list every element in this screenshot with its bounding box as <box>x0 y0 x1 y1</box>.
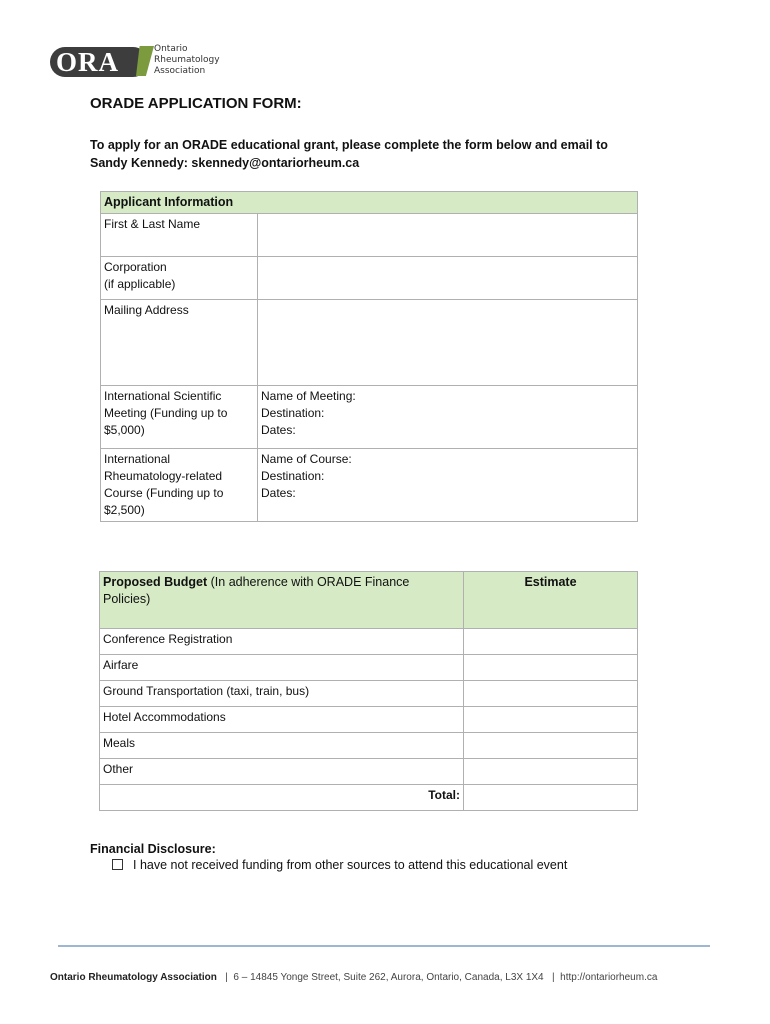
corporation-field[interactable] <box>258 257 638 300</box>
checkbox-icon[interactable] <box>112 859 123 870</box>
meeting-label-line: Meeting (Funding up to <box>104 406 228 420</box>
applicant-header: Applicant Information <box>101 192 638 214</box>
total-field[interactable] <box>464 785 638 811</box>
name-field[interactable] <box>258 214 638 257</box>
meeting-label <box>101 386 258 449</box>
course-name-field[interactable]: Name of Course: <box>261 452 352 466</box>
estimate-header: Estimate <box>464 572 638 629</box>
meeting-fields[interactable] <box>258 386 638 449</box>
intro-text <box>90 136 690 172</box>
footer-separator: | <box>551 972 555 983</box>
footer-divider <box>58 945 710 947</box>
form-title: ORADE APPLICATION FORM: <box>90 95 302 112</box>
budget-row-estimate[interactable] <box>464 655 638 681</box>
disclosure-title: Financial Disclosure: <box>90 842 216 856</box>
budget-header-bold: Proposed Budget <box>103 575 208 589</box>
intro-line-2: Sandy Kennedy: skennedy@ontariorheum.ca <box>90 156 360 170</box>
footer-separator: | <box>225 972 228 983</box>
corporation-label <box>101 257 258 300</box>
applicant-table <box>100 191 638 522</box>
course-label <box>101 449 258 522</box>
logo-line-1: Ontario <box>154 44 188 54</box>
budget-row-estimate[interactable] <box>464 681 638 707</box>
total-label: Total: <box>100 785 464 811</box>
course-label-line: Rheumatology-related <box>104 469 223 483</box>
budget-row-estimate[interactable] <box>464 759 638 785</box>
meeting-destination-field[interactable]: Destination: <box>261 406 325 420</box>
budget-row-estimate[interactable] <box>464 707 638 733</box>
budget-row-label: Conference Registration <box>100 629 464 655</box>
corporation-label-line-2: (if applicable) <box>104 277 176 291</box>
course-fields[interactable] <box>258 449 638 522</box>
logo-line-2: Rheumatology <box>154 55 220 65</box>
budget-table <box>99 571 638 811</box>
footer-url[interactable]: http://ontariorheum.ca <box>560 972 658 983</box>
intro-line-1: To apply for an ORADE educational grant, please complete the form below and email to <box>90 138 608 152</box>
course-dates-field[interactable]: Dates: <box>261 486 296 500</box>
financial-disclosure <box>90 842 567 872</box>
meeting-label-line: International Scientific <box>104 389 222 403</box>
footer-address: 6 – 14845 Yonge Street, Suite 262, Aurora, Ontario, Canada, L3X 1X4 <box>233 972 544 983</box>
logo-line-3: Association <box>154 66 206 76</box>
course-label-line: Course (Funding up to <box>104 486 224 500</box>
disclosure-checkbox-label: I have not received funding from other sources to attend this educational event <box>133 858 568 872</box>
logo-letters: ORA <box>56 47 119 77</box>
course-destination-field[interactable]: Destination: <box>261 469 325 483</box>
budget-row-estimate[interactable] <box>464 733 638 759</box>
budget-row-label: Ground Transportation (taxi, train, bus) <box>100 681 464 707</box>
budget-header-rest: (In adherence with ORADE Finance Policies) <box>103 575 410 606</box>
course-label-line: International <box>104 452 171 466</box>
disclosure-checkbox-row[interactable] <box>112 858 567 872</box>
mailing-address-field[interactable] <box>258 300 638 386</box>
name-label: First & Last Name <box>101 214 258 257</box>
budget-row-label: Meals <box>100 733 464 759</box>
course-label-line: $2,500) <box>104 503 145 517</box>
budget-row-label: Hotel Accommodations <box>100 707 464 733</box>
meeting-name-field[interactable]: Name of Meeting: <box>261 389 356 403</box>
budget-row-estimate[interactable] <box>464 629 638 655</box>
mailing-address-label: Mailing Address <box>101 300 258 386</box>
footer <box>50 972 657 983</box>
meeting-label-line: $5,000) <box>104 423 145 437</box>
footer-org: Ontario Rheumatology Association <box>50 972 217 983</box>
budget-row-label: Other <box>100 759 464 785</box>
logo-text <box>154 44 220 77</box>
corporation-label-line-1: Corporation <box>104 260 167 274</box>
budget-header <box>100 572 464 629</box>
budget-row-label: Airfare <box>100 655 464 681</box>
meeting-dates-field[interactable]: Dates: <box>261 423 296 437</box>
